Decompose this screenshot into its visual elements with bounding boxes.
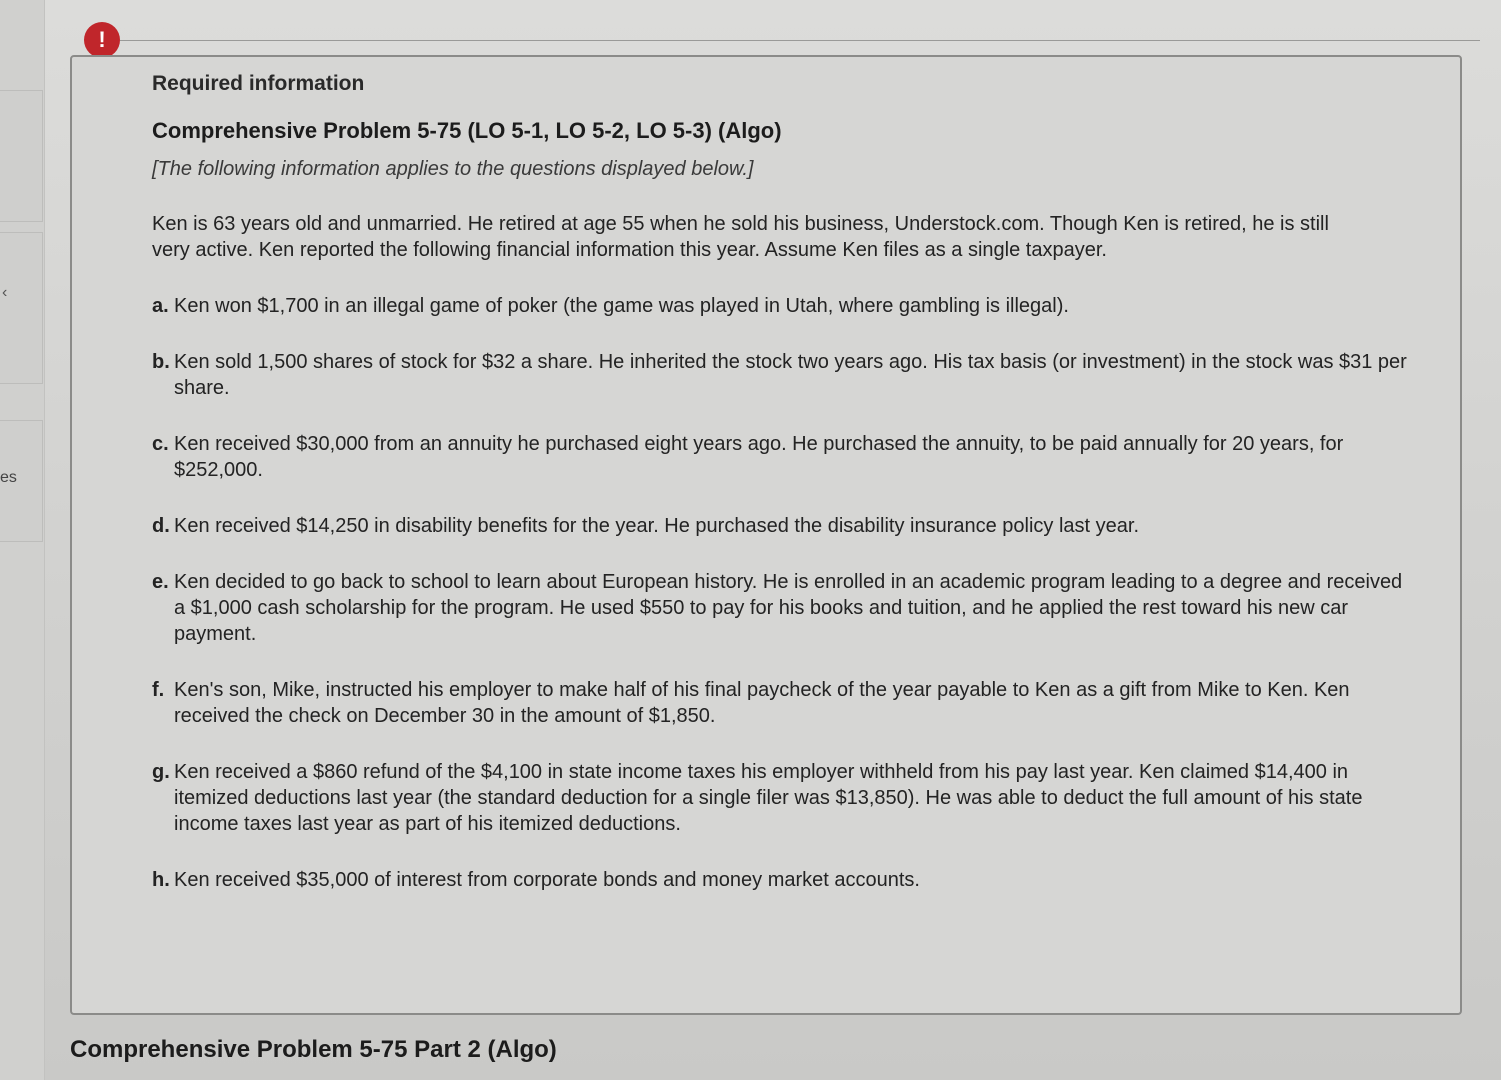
item-letter: a. (152, 295, 169, 317)
list-item (152, 569, 1407, 647)
list-item (152, 867, 1407, 893)
scenario-text: Ken is 63 years old and unmarried. He retired at age 55 when he sold his business, Understock.com. Though Ken is retired, he is still very active. Ken reported the following financial information this year. Assume Ken files as a single taxpayer. (152, 213, 1329, 261)
item-text: Ken won $1,700 in an illegal game of poker (the game was played in Utah, where gambling is illegal). (174, 295, 1069, 317)
info-note: [The following information applies to the questions displayed below.] (152, 158, 754, 180)
item-text: Ken received $14,250 in disability benefits for the year. He purchased the disability insurance policy last year. (174, 515, 1139, 537)
list-item (152, 677, 1407, 729)
list-item (152, 759, 1407, 837)
divider (120, 40, 1480, 41)
item-letter: g. (152, 761, 170, 783)
chevron-left-icon[interactable]: ‹ (2, 284, 8, 301)
item-text: Ken's son, Mike, instructed his employer to make half of his final paycheck of the year payable to Ken as a gift from Mike to Ken. Ken received the check on December 30 in the amount of $1,850. (174, 679, 1350, 727)
alert-icon: ! (84, 22, 120, 58)
item-letter: h. (152, 869, 170, 891)
item-letter: d. (152, 515, 170, 537)
item-text: Ken sold 1,500 shares of stock for $32 a share. He inherited the stock two years ago. His tax basis (or investment) in the stock was $31 per share. (174, 351, 1407, 399)
item-letter: c. (152, 433, 169, 455)
part-heading: Comprehensive Problem 5-75 Part 2 (Algo) (70, 1036, 557, 1063)
item-text: Ken received a $860 refund of the $4,100 in state income taxes his employer withheld from his pay last year. Ken claimed $14,400 in itemized deductions last year (the standard deduction for a single filer was $13,850). He was able to deduct the full amount of his state income taxes last year as part of his itemized deductions. (174, 761, 1363, 835)
sidebar-truncated-label: es (0, 469, 17, 486)
item-text: Ken decided to go back to school to learn about European history. He is enrolled in an academic program leading to a degree and received a $1,000 cash scholarship for the program. He used $550 to pay for his books and tuition, and he applied the rest toward his new car payment. (174, 571, 1403, 645)
left-sidebar (0, 0, 45, 1080)
panel-content (152, 72, 1412, 923)
sidebar-nav-button[interactable] (0, 232, 43, 384)
list-item (152, 349, 1407, 401)
list-item (152, 293, 1407, 319)
sidebar-panel (0, 90, 43, 222)
item-letter: b. (152, 351, 170, 373)
item-text: Ken received $30,000 from an annuity he purchased eight years ago. He purchased the annuity, to be paid annually for 20 years, for $252,000. (174, 433, 1344, 481)
item-text: Ken received $35,000 of interest from corporate bonds and money market accounts. (174, 869, 920, 891)
required-information-heading: Required information (152, 72, 365, 95)
list-item (152, 513, 1407, 539)
list-item (152, 431, 1407, 483)
problem-title: Comprehensive Problem 5-75 (LO 5-1, LO 5-2, LO 5-3) (Algo) (152, 118, 782, 143)
fact-list (152, 293, 1412, 893)
item-letter: f. (152, 679, 165, 701)
item-letter: e. (152, 571, 169, 593)
